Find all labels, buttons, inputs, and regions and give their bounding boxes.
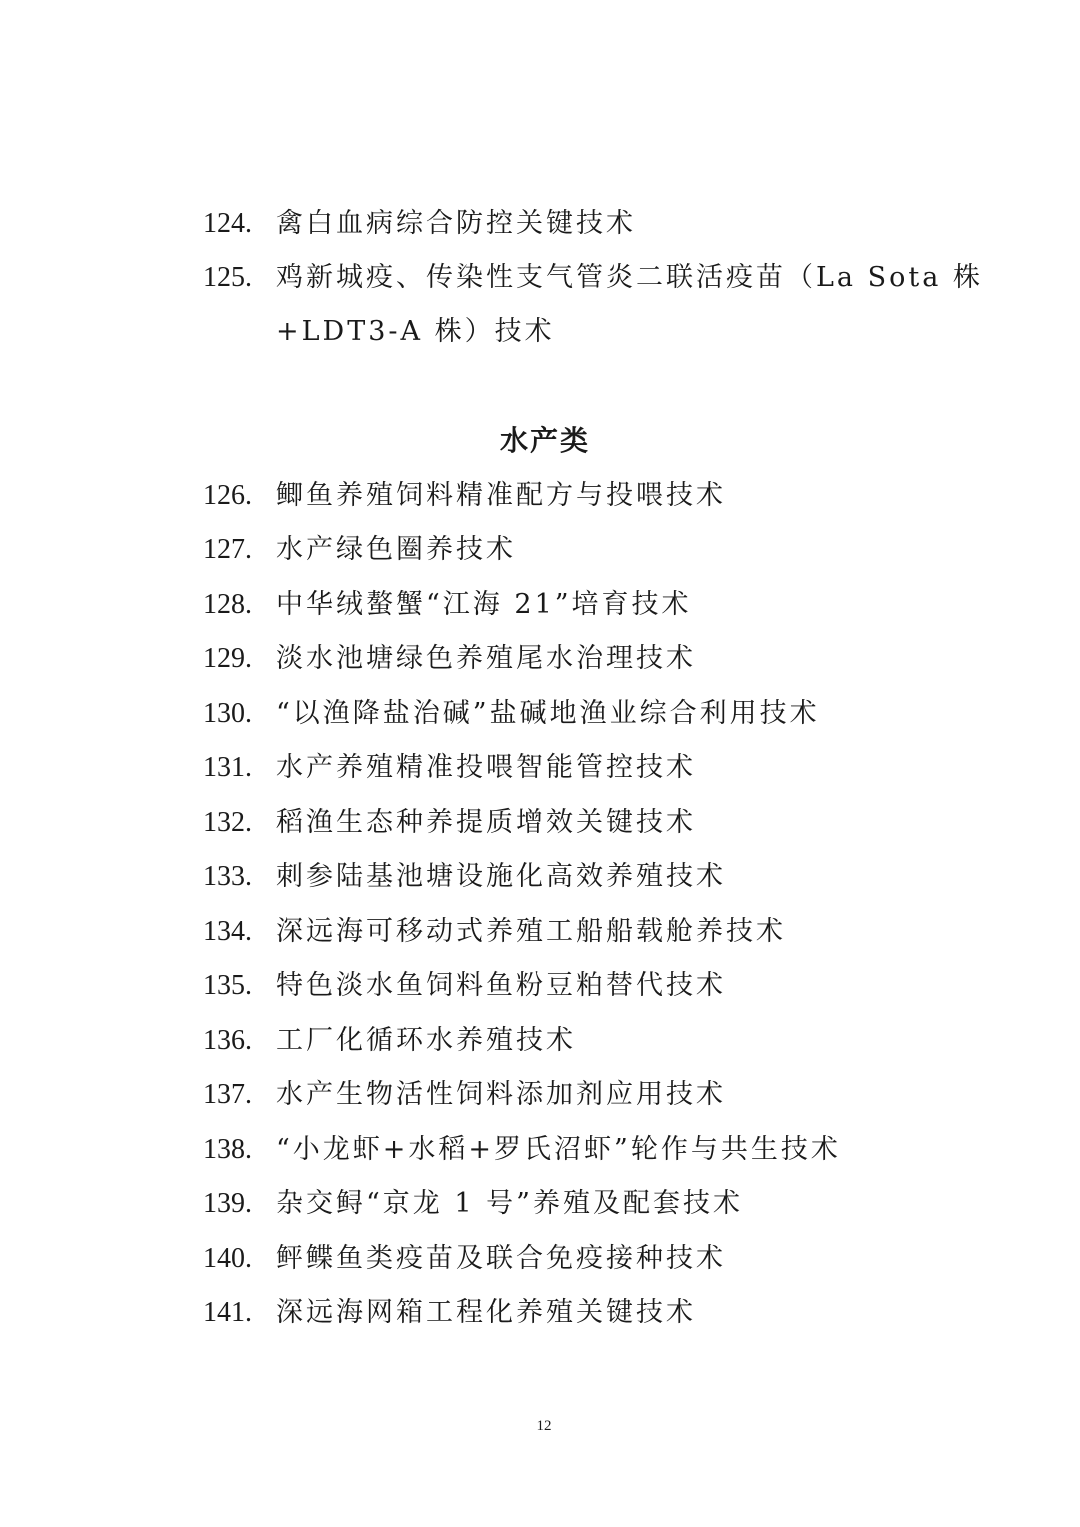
item-number: 128. [203, 589, 252, 620]
item-text: 鸡新城疫、传染性支气管炎二联活疫苗（La Sota 株 [276, 262, 983, 293]
item-number: 136. [203, 1025, 252, 1056]
item-number: 132. [203, 807, 252, 838]
item-number: 124. [203, 208, 252, 239]
item-text-continuation: +LDT3-A 株）技术 [276, 316, 555, 347]
item-text: 工厂化循环水养殖技术 [276, 1025, 576, 1056]
item-number: 125. [203, 262, 252, 293]
section-heading: 水产类 [499, 424, 590, 457]
item-number: 129. [203, 643, 252, 674]
item-number: 134. [203, 916, 252, 947]
item-text: 中华绒螯蟹“江海 21”培育技术 [276, 589, 692, 620]
item-text: “以渔降盐治碱”盐碱地渔业综合利用技术 [276, 698, 820, 729]
item-text: 特色淡水鱼饲料鱼粉豆粕替代技术 [276, 970, 726, 1001]
item-text: 稻渔生态种养提质增效关键技术 [276, 807, 696, 838]
item-number: 139. [203, 1188, 252, 1219]
item-text: 水产绿色圈养技术 [276, 534, 516, 565]
item-text: 水产生物活性饲料添加剂应用技术 [276, 1079, 726, 1110]
item-number: 126. [203, 480, 252, 511]
item-text: 禽白血病综合防控关键技术 [276, 208, 636, 239]
item-text: “小龙虾+水稻+罗氏沼虾”轮作与共生技术 [276, 1134, 841, 1165]
item-text: 鲫鱼养殖饲料精准配方与投喂技术 [276, 480, 726, 511]
item-number: 137. [203, 1079, 252, 1110]
item-text: 深远海可移动式养殖工船船载舱养技术 [276, 916, 786, 947]
item-number: 131. [203, 752, 252, 783]
item-text: 深远海网箱工程化养殖关键技术 [276, 1297, 696, 1328]
item-number: 141. [203, 1297, 252, 1328]
item-text: 水产养殖精准投喂智能管控技术 [276, 752, 696, 783]
item-number: 138. [203, 1134, 252, 1165]
item-text: 刺参陆基池塘设施化高效养殖技术 [276, 861, 726, 892]
item-number: 140. [203, 1243, 252, 1274]
item-text: 鲆鲽鱼类疫苗及联合免疫接种技术 [276, 1243, 726, 1274]
item-number: 130. [203, 698, 252, 729]
item-number: 135. [203, 970, 252, 1001]
page-number: 12 [536, 1418, 552, 1434]
item-number: 127. [203, 534, 252, 565]
item-text: 杂交鲟“京龙 1 号”养殖及配套技术 [276, 1188, 743, 1219]
item-number: 133. [203, 861, 252, 892]
item-text: 淡水池塘绿色养殖尾水治理技术 [276, 643, 696, 674]
